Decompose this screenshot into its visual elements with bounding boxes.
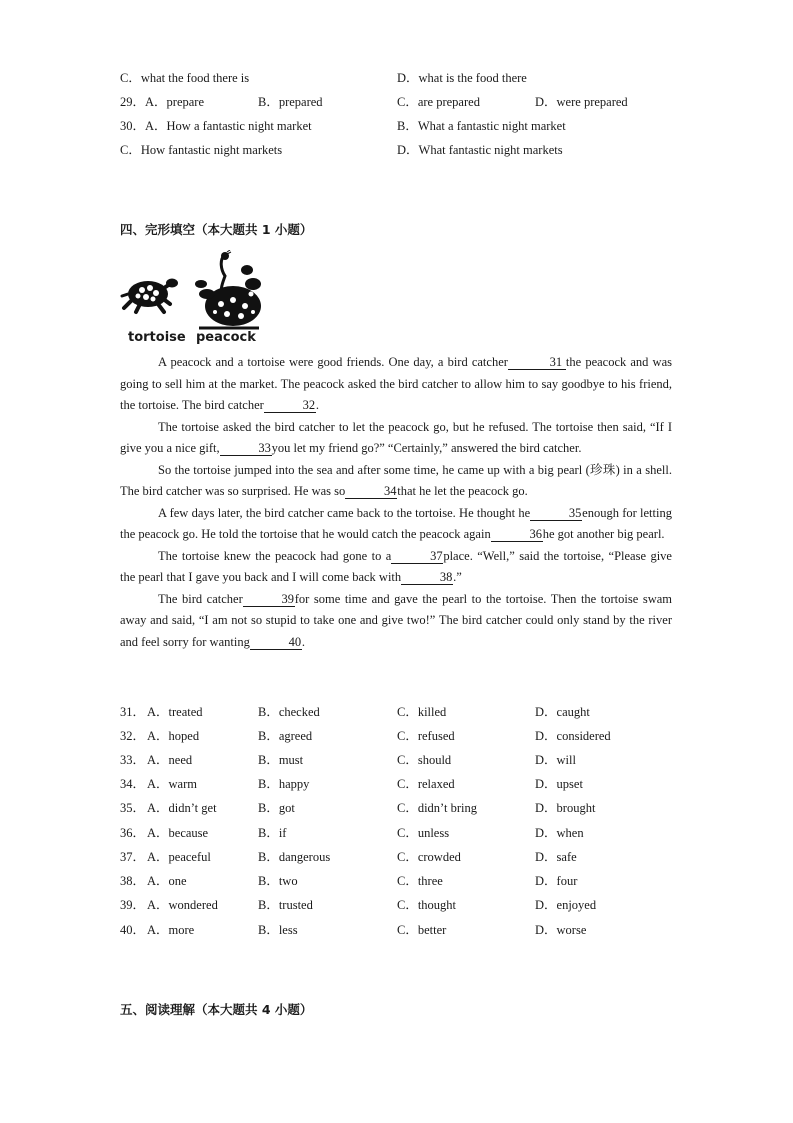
option-d: D．safe bbox=[535, 850, 577, 864]
paragraph-2: The tortoise asked the bird catcher to let the peacock go, but he refused. The tortoise then said, “If I give you a nice gift, 33you let my friend go?” “Certainly,” answered the bird catcher. bbox=[120, 419, 672, 455]
option-a: A．warm bbox=[147, 777, 197, 791]
blank-34: 34 bbox=[345, 484, 397, 499]
tortoise-caption: tortoise bbox=[128, 330, 186, 345]
option-28d: D．what is the food there bbox=[397, 71, 527, 85]
option-d: D．when bbox=[535, 826, 584, 840]
paragraph-6: The bird catcher 39for some time and gave the pearl to the tortoise. Then the tortoise swam away and said, “I am not so stupid to take one and give two!” The bird catcher could only stand by the river and feel sorry for wanting 40. bbox=[120, 591, 672, 649]
option-c: C．three bbox=[397, 874, 443, 888]
option-d: D．brought bbox=[535, 801, 596, 815]
option-a: A．one bbox=[147, 874, 187, 888]
blank-39: 39 bbox=[243, 592, 295, 607]
peacock-caption: peacock bbox=[196, 330, 256, 345]
blank-40: 40 bbox=[250, 635, 302, 650]
option-a: A．wondered bbox=[147, 898, 218, 912]
option-29a: 29．A．prepare bbox=[120, 95, 204, 109]
option-c: C．better bbox=[397, 923, 447, 937]
question-number: 34． bbox=[120, 777, 146, 791]
option-d: D．considered bbox=[535, 729, 611, 743]
option-c: C．relaxed bbox=[397, 777, 455, 791]
question-number: 38． bbox=[120, 874, 146, 888]
blank-37: 37 bbox=[391, 549, 443, 564]
section-5-heading: 五、阅读理解（本大题共 4 小题） bbox=[120, 1002, 313, 1017]
option-d: D．worse bbox=[535, 923, 587, 937]
option-29d: D．were prepared bbox=[535, 95, 628, 109]
blank-38: 38 bbox=[401, 570, 453, 585]
tortoise-icon bbox=[120, 268, 182, 318]
cloze-passage bbox=[120, 352, 672, 653]
option-a: A．more bbox=[147, 923, 195, 937]
option-b: B．got bbox=[258, 801, 295, 815]
option-30a: 30．A．How a fantastic night market bbox=[120, 119, 312, 133]
option-28c: C．what the food there is bbox=[120, 71, 250, 85]
question-number: 40． bbox=[120, 923, 146, 937]
blank-31: 31 bbox=[508, 355, 566, 370]
option-c: C．killed bbox=[397, 705, 447, 719]
option-a: A．hoped bbox=[147, 729, 200, 743]
blank-36: 36 bbox=[491, 527, 543, 542]
option-b: B．dangerous bbox=[258, 850, 331, 864]
question-number: 39． bbox=[120, 898, 146, 912]
option-30d: D．What fantastic night markets bbox=[397, 143, 563, 157]
peacock-icon bbox=[193, 250, 265, 332]
option-b: B．less bbox=[258, 923, 298, 937]
option-a: A．didn’t get bbox=[147, 801, 217, 815]
option-d: D．four bbox=[535, 874, 578, 888]
blank-32: 32 bbox=[264, 398, 316, 413]
option-d: D．caught bbox=[535, 705, 590, 719]
option-d: D．will bbox=[535, 753, 576, 767]
option-29b: B．prepared bbox=[258, 95, 323, 109]
option-c: C．should bbox=[397, 753, 452, 767]
question-number: 33． bbox=[120, 753, 146, 767]
option-c: C．didn’t bring bbox=[397, 801, 477, 815]
tortoise-illustration bbox=[120, 268, 182, 318]
question-number: 36． bbox=[120, 826, 146, 840]
question-number: 37． bbox=[120, 850, 146, 864]
option-b: B．happy bbox=[258, 777, 310, 791]
option-c: C．crowded bbox=[397, 850, 461, 864]
option-d: D．upset bbox=[535, 777, 583, 791]
option-b: B．if bbox=[258, 826, 287, 840]
question-number: 31． bbox=[120, 705, 146, 719]
section-4-heading: 四、完形填空（本大题共 1 小题） bbox=[120, 222, 313, 237]
peacock-illustration bbox=[193, 250, 265, 332]
question-number: 32． bbox=[120, 729, 146, 743]
option-a: A．need bbox=[147, 753, 193, 767]
paragraph-3: So the tortoise jumped into the sea and after some time, he came up with a big pearl (珍珠) in a shell. The bird catcher was so surprised. He was so 34that he let the peacock go. bbox=[120, 462, 672, 498]
paragraph-5: The tortoise knew the peacock had gone to a 37place. “Well,” said the tortoise, “Please give the pearl that I gave you back and I will come back with 38.” bbox=[120, 548, 672, 584]
question-number: 35． bbox=[120, 801, 146, 815]
option-b: B．checked bbox=[258, 705, 320, 719]
option-b: B．agreed bbox=[258, 729, 313, 743]
option-c: C．refused bbox=[397, 729, 455, 743]
blank-33: 33 bbox=[220, 441, 272, 456]
option-a: A．because bbox=[147, 826, 209, 840]
option-a: A．treated bbox=[147, 705, 203, 719]
paragraph-4: A few days later, the bird catcher came back to the tortoise. He thought he 35enough for letting the peacock go. He told the tortoise that he would catch the peacock again 36he got another big pearl. bbox=[120, 505, 672, 541]
blank-35: 35 bbox=[530, 506, 582, 521]
option-c: C．thought bbox=[397, 898, 457, 912]
option-b: B．must bbox=[258, 753, 304, 767]
paragraph-1: A peacock and a tortoise were good friends. One day, a bird catcher 31 the peacock and was going to sell him at the market. The peacock asked the bird catcher to allow him to say goodbye to his friend, the tortoise. The bird catcher 32. bbox=[120, 355, 672, 412]
option-b: B．two bbox=[258, 874, 298, 888]
option-c: C．unless bbox=[397, 826, 450, 840]
option-29c: C．are prepared bbox=[397, 95, 480, 109]
option-d: D．enjoyed bbox=[535, 898, 597, 912]
option-30b: B．What a fantastic night market bbox=[397, 119, 566, 133]
option-b: B．trusted bbox=[258, 898, 313, 912]
option-30c: C．How fantastic night markets bbox=[120, 143, 283, 157]
option-a: A．peaceful bbox=[147, 850, 211, 864]
